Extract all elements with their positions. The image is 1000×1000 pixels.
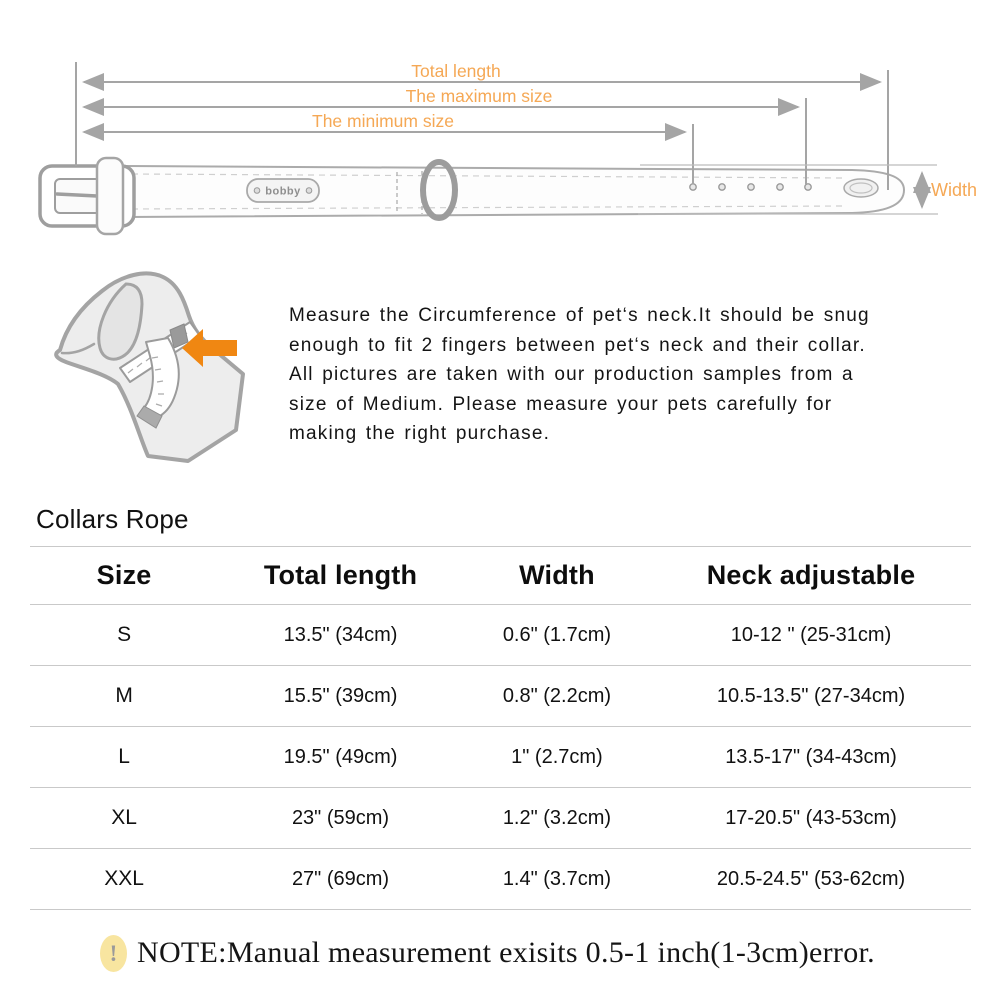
cell-total-length: 13.5" (34cm) — [283, 623, 398, 646]
cell-total-length: 19.5" (49cm) — [283, 745, 398, 768]
collar-measurement-diagram — [0, 0, 1000, 252]
cell-neck-adjustable: 20.5-24.5" (53-62cm) — [716, 867, 906, 890]
cell-width: 1.2" (3.2cm) — [502, 806, 612, 829]
exclamation-glyph: ! — [109, 940, 118, 966]
table-row — [30, 727, 971, 788]
cell-width: 0.6" (1.7cm) — [502, 623, 612, 646]
instruction-line: All pictures are taken with our production samples from a — [289, 364, 854, 386]
instruction-line: enough to fit 2 fingers between pet‘s neck and their collar. — [289, 334, 866, 356]
cell-neck-adjustable: 10-12 " (25-31cm) — [730, 623, 892, 646]
cell-total-length: 23" (59cm) — [291, 806, 390, 829]
cell-size: S — [117, 623, 132, 646]
cell-size: L — [118, 745, 130, 768]
collar-brand-text: bobby — [265, 185, 301, 198]
header-size: Size — [96, 560, 152, 590]
header-width: Width — [519, 560, 595, 590]
cell-size: XL — [111, 806, 137, 829]
collar-illustration — [40, 158, 904, 234]
cell-total-length: 27" (69cm) — [291, 867, 390, 890]
cell-width: 1.4" (3.7cm) — [502, 867, 612, 890]
table-header-row — [30, 546, 971, 605]
table-row — [30, 788, 971, 849]
instruction-line: size of Medium. Please measure your pets carefully for — [289, 393, 833, 415]
cell-total-length: 15.5" (39cm) — [283, 684, 398, 707]
cell-width: 0.8" (2.2cm) — [502, 684, 612, 707]
table-row — [30, 849, 971, 910]
cell-neck-adjustable: 13.5-17" (34-43cm) — [725, 745, 897, 768]
width-label: Width — [931, 180, 978, 200]
table-row — [30, 605, 971, 666]
cell-size: XXL — [104, 867, 144, 890]
dog-neck-measuring-illustration — [40, 258, 250, 466]
collar-band — [118, 166, 904, 217]
instruction-line: Measure the Circumference of pet‘s neck.It should be snug — [289, 305, 870, 326]
header-neck-adjustable: Neck adjustable — [706, 560, 916, 590]
total-length-label: Total length — [411, 61, 501, 81]
header-total-length: Total length — [263, 560, 418, 590]
collar-brand-plate — [247, 179, 319, 202]
cell-size: M — [115, 684, 133, 707]
note-text: NOTE:Manual measurement exisits 0.5-1 inch(1-3cm)error. — [137, 936, 875, 969]
size-table-title: Collars Rope — [36, 504, 189, 534]
measuring-instructions — [289, 301, 949, 449]
minimum-size-label: The minimum size — [312, 111, 454, 131]
instruction-line: making the right purchase. — [289, 423, 551, 445]
cell-width: 1" (2.7cm) — [511, 745, 603, 768]
collar-keeper-loop — [97, 158, 123, 234]
maximum-size-label: The maximum size — [405, 86, 553, 106]
exclamation-icon — [100, 935, 127, 972]
size-table — [30, 546, 971, 910]
cell-neck-adjustable: 17-20.5" (43-53cm) — [725, 806, 897, 829]
table-row — [30, 666, 971, 727]
cell-neck-adjustable: 10.5-13.5" (27-34cm) — [716, 684, 906, 707]
collar-tip-plate — [844, 179, 878, 197]
